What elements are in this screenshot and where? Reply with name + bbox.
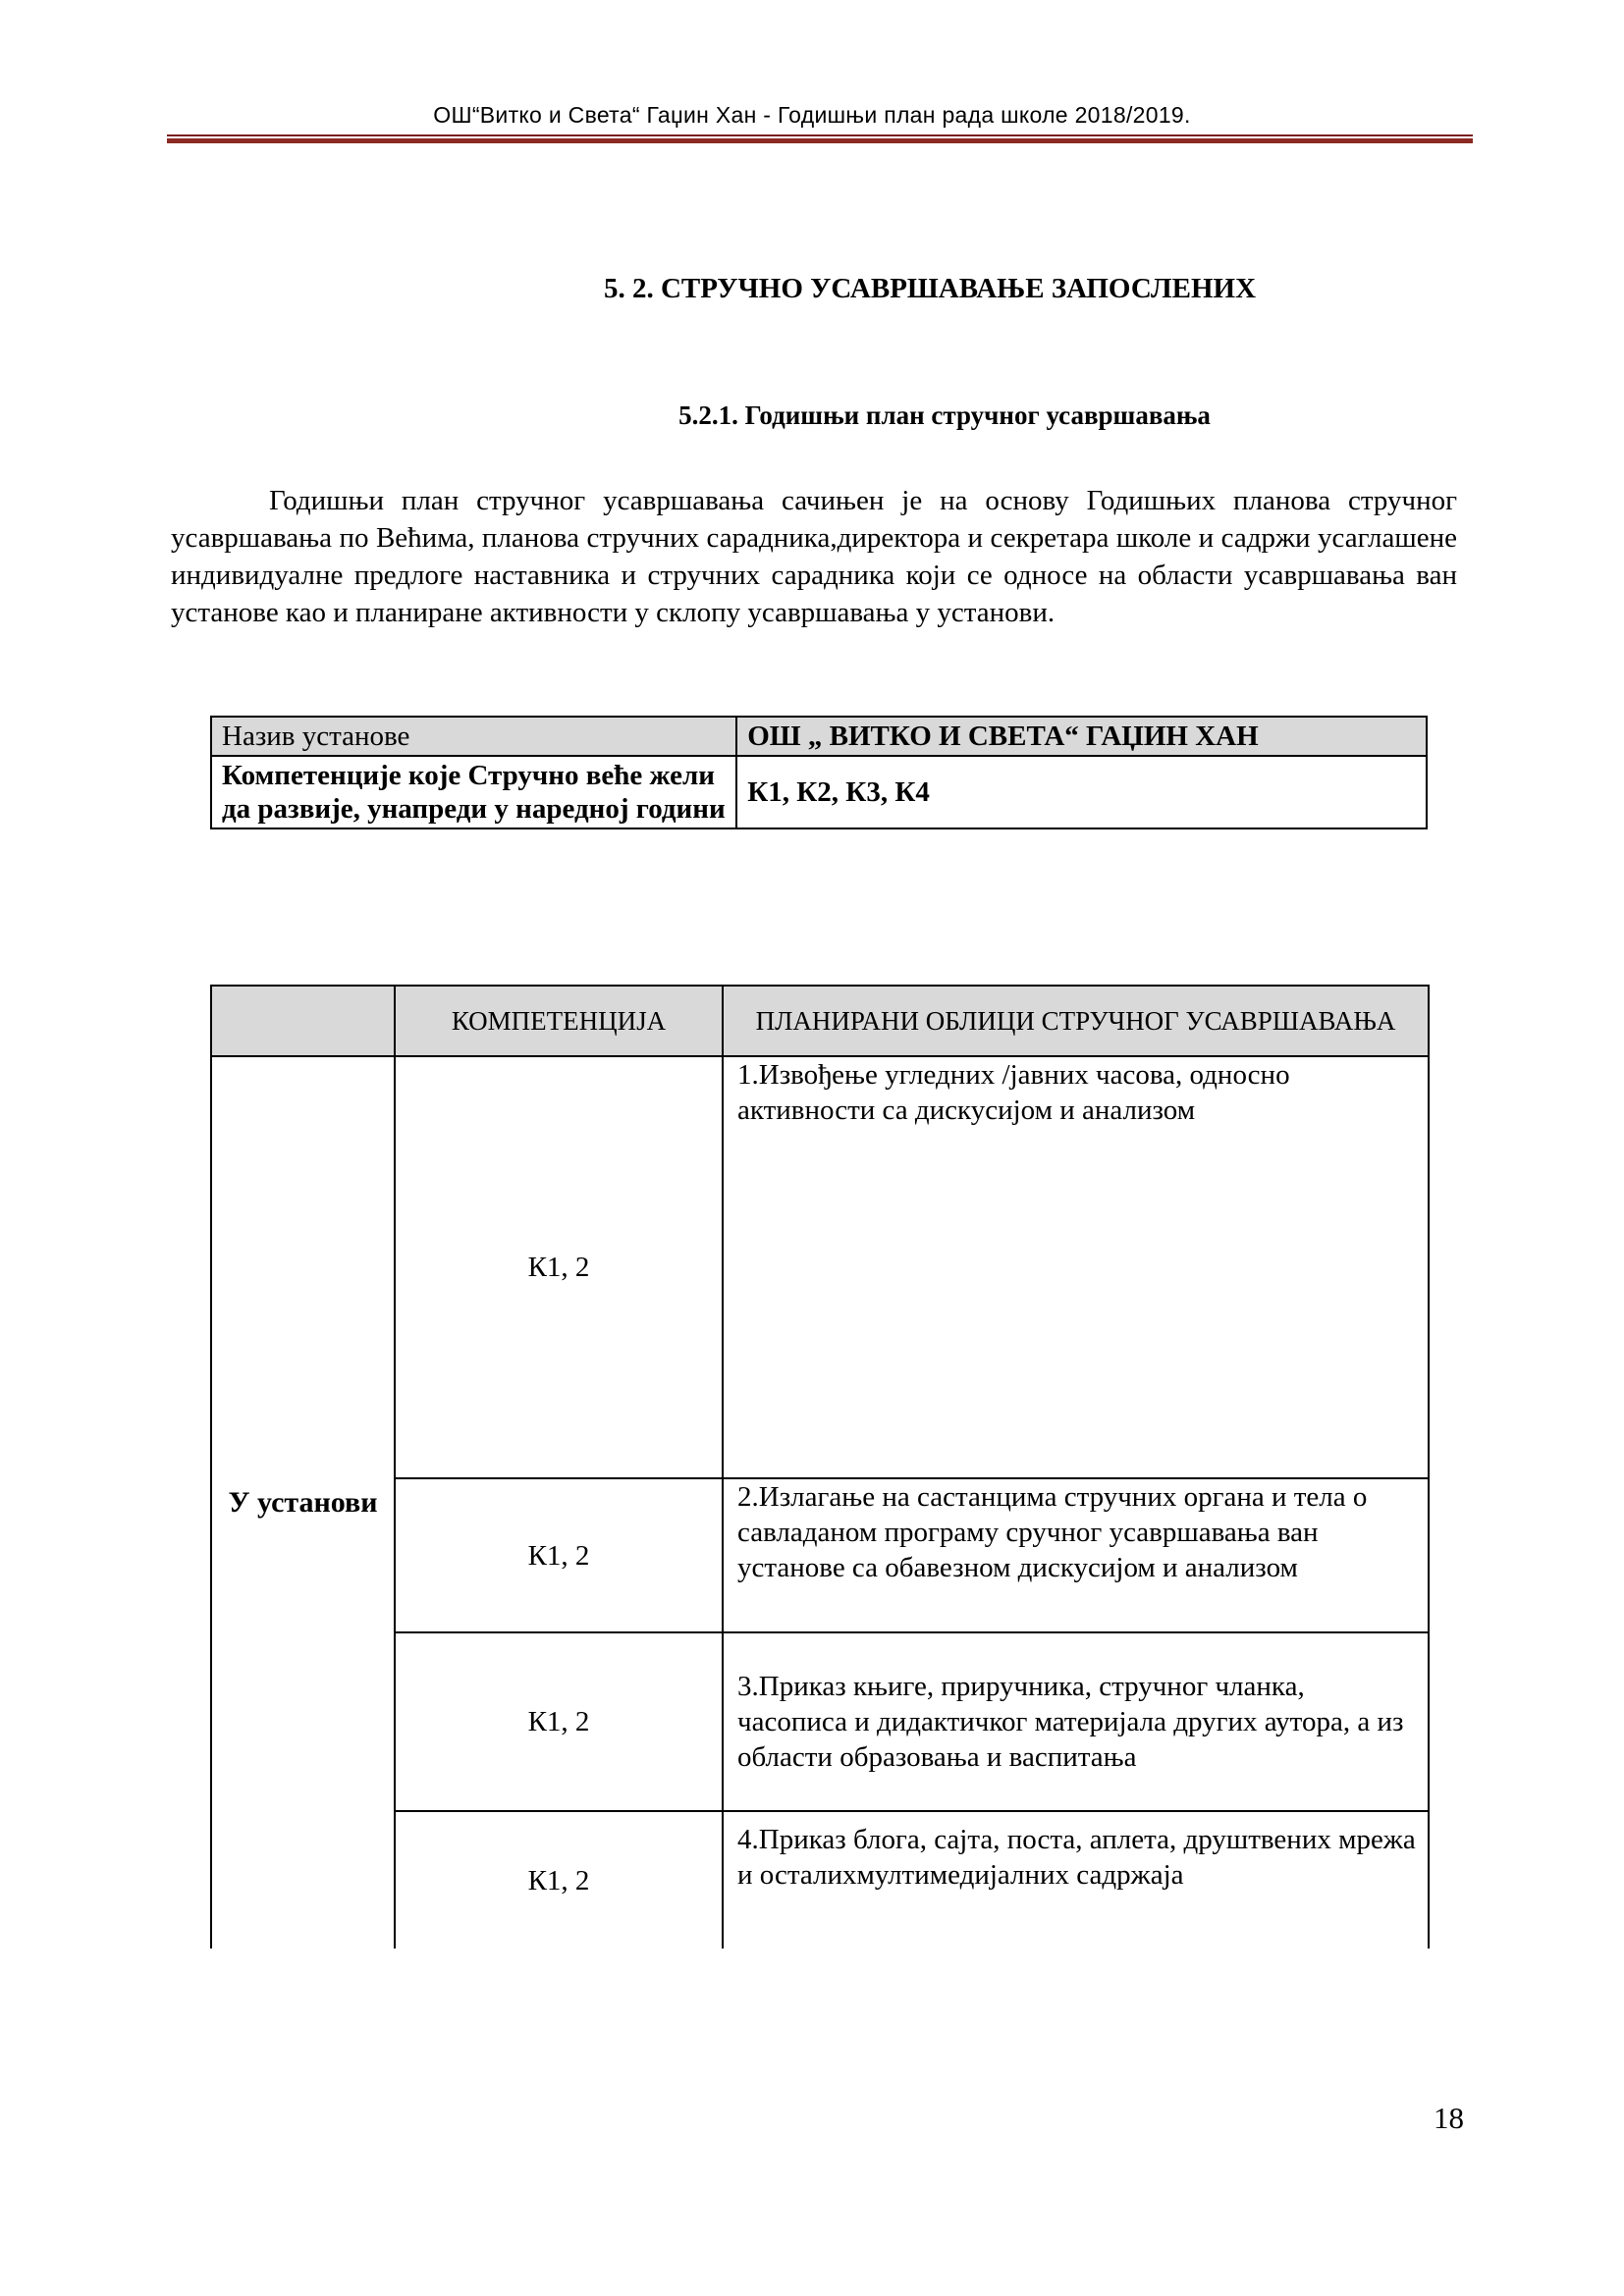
competency-cell: К1, 2 xyxy=(395,1056,723,1478)
place-cell xyxy=(211,1056,395,1949)
section-title: 5. 2. СТРУЧНО УСАВРШАВАЊЕ ЗАПОСЛЕНИХ xyxy=(603,273,1257,304)
plan-header-forms: ПЛАНИРАНИ ОБЛИЦИ СТРУЧНОГ УСАВРШАВАЊА xyxy=(723,986,1429,1056)
page-number: 18 xyxy=(1434,2101,1464,2135)
form-cell: 2.Излагање на састанцима стручних органа и тела о савладаном програму сручног усавршавања ван установе са обавезном дискусијом и анализом xyxy=(723,1478,1429,1632)
institution-label: Назив установе xyxy=(211,717,736,756)
competencies-label: Компетенције које Стручно веће жели да развије, унапреди у наредној години xyxy=(211,756,736,828)
plan-table-header-row xyxy=(211,986,1429,1056)
info-row-institution xyxy=(211,717,1427,756)
plan-table-row xyxy=(211,1056,1429,1478)
info-row-competencies xyxy=(211,756,1427,828)
institution-value: ОШ „ ВИТКО И СВЕТА“ ГАЏИН ХАН xyxy=(736,717,1427,756)
form-cell: 4.Приказ блога, сајта, поста, аплета, друштвених мрежа и осталихмултимедијалних садржаја xyxy=(723,1811,1429,1949)
competency-cell: К1, 2 xyxy=(395,1632,723,1811)
form-cell: 3.Приказ књиге, приручника, стручног чланка, часописа и дидактичког материјала других аутора, а из области образовања и васпитања xyxy=(723,1632,1429,1811)
header-rule-thin xyxy=(167,134,1473,136)
intro-paragraph: Годишњи план стручног усавршавања сачињен је на основу Годишњих планова стручног усавршавања по Већима, планова стручних сарадника,директора и секретара школе и садржи усаглашене индивидуалне предлоге наставника и стручних сарадника који се односе на области усавршавања ван установе као и планиране активности у склопу усавршавања у установи. xyxy=(171,485,1457,628)
subsection-title: 5.2.1. Годишњи план стручног усавршавања xyxy=(678,400,1211,430)
plan-table xyxy=(210,985,1430,1949)
info-table xyxy=(210,716,1428,829)
plan-header-place xyxy=(211,986,395,1056)
form-cell: 1.Извођење угледних /јавних часова, односно активности са дискусијом и анализом xyxy=(723,1056,1429,1478)
header-rule-thick xyxy=(167,138,1473,143)
running-header: ОШ“Витко и Света“ Гаџин Хан - Годишњи план рада школе 2018/2019. xyxy=(433,102,1191,128)
place-label: У установи xyxy=(228,1486,378,1519)
competency-cell: К1, 2 xyxy=(395,1811,723,1949)
competencies-value: К1, К2, К3, К4 xyxy=(736,756,1427,828)
competency-cell: К1, 2 xyxy=(395,1478,723,1632)
plan-header-competency: КОМПЕТЕНЦИЈА xyxy=(395,986,723,1056)
